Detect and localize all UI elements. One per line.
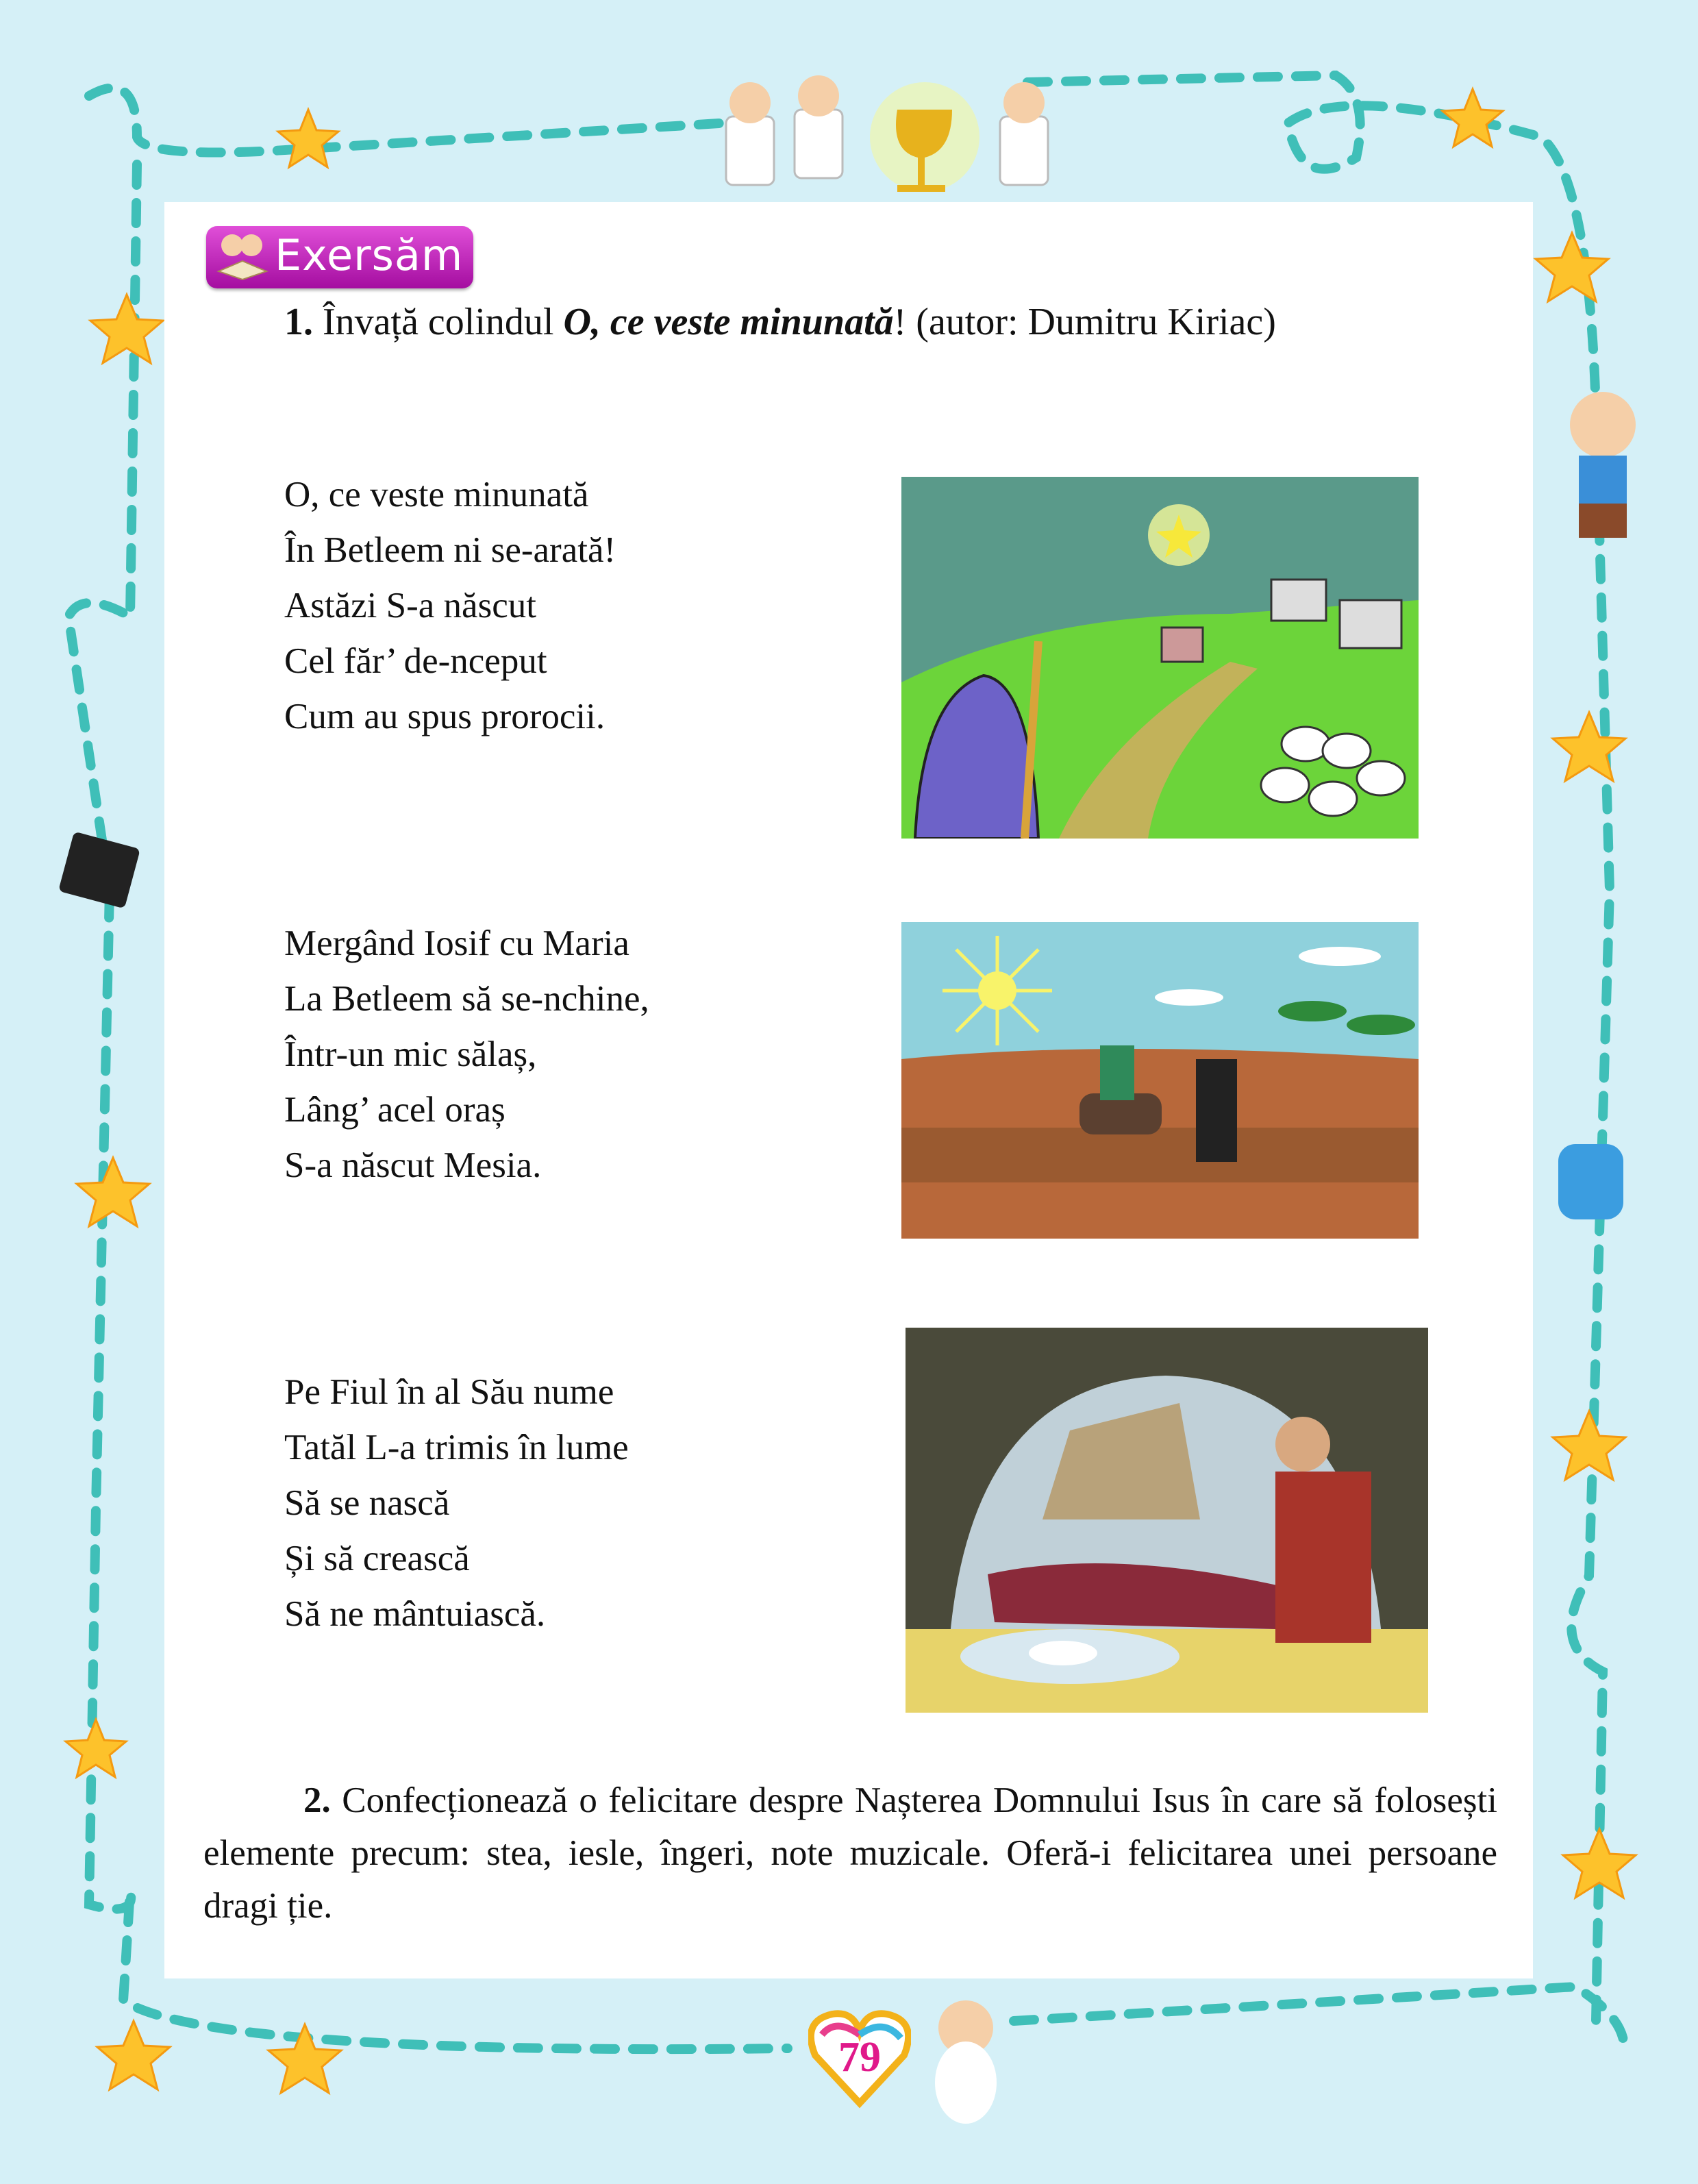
task-author: ! (autor: Dumitru Kiriac) xyxy=(893,301,1276,343)
lyric-line: Mergând Iosif cu Maria xyxy=(284,923,629,963)
lyric-line: Lâng’ acel oraș xyxy=(284,1090,505,1130)
task-text: Confecționează o felicitare despre Nașterea Domnului Isus în care să folosești elemente precum: stea, iesle, îngeri, note muzicale. Oferă-i felicitarea unei persoane dragi ție. xyxy=(203,1780,1497,1926)
angels-chalice-decoration xyxy=(726,75,1048,192)
star-icon xyxy=(278,110,338,167)
lyric-line: Și să crească xyxy=(284,1539,470,1578)
star-icon xyxy=(1553,712,1625,781)
joseph-mary-journey-illustration xyxy=(901,922,1419,1239)
lyric-line: Tatăl L-a trimis în lume xyxy=(284,1428,629,1467)
lyric-line: La Betleem să se-nchine, xyxy=(284,979,649,1019)
star-icon xyxy=(90,295,163,363)
children-reading-icon xyxy=(212,230,273,285)
task-text: Învață colindul xyxy=(323,301,564,343)
stanza-1 xyxy=(284,467,616,745)
star-icon xyxy=(77,1158,149,1226)
lyric-line: S-a născut Mesia. xyxy=(284,1145,542,1185)
task-1-instruction xyxy=(284,300,1276,344)
bible-icon xyxy=(58,832,140,909)
lyric-line: O, ce veste minunată xyxy=(284,475,589,514)
star-icon xyxy=(1553,1411,1625,1480)
task-number: 1. xyxy=(284,301,313,343)
angel-icon xyxy=(935,2000,997,2124)
star-icon xyxy=(269,2024,341,2093)
lyric-line: Cum au spus prorocii. xyxy=(284,697,605,736)
badge-label: Exersăm xyxy=(275,230,464,280)
page-number-label: 79 xyxy=(838,2034,881,2081)
task-2-instruction xyxy=(203,1774,1497,1933)
star-icon xyxy=(1443,89,1503,147)
backpack-icon xyxy=(1558,1144,1623,1219)
lyric-line: Cel făr’ de-nceput xyxy=(284,641,547,681)
star-icon xyxy=(1536,233,1608,301)
lyric-line: În Betleem ni se-arată! xyxy=(284,530,616,570)
boy-waving-icon xyxy=(1570,392,1636,538)
lyric-line: Într-un mic sălaș, xyxy=(284,1034,537,1074)
stanza-2 xyxy=(284,916,649,1193)
stanza-3 xyxy=(284,1365,629,1642)
lyric-line: Astăzi S-a născut xyxy=(284,586,536,625)
star-icon xyxy=(97,2021,170,2089)
star-icon xyxy=(66,1720,126,1777)
lyric-line: Să se nască xyxy=(284,1483,450,1523)
nativity-illustration xyxy=(906,1328,1428,1713)
task-number: 2. xyxy=(303,1780,331,1820)
lyric-line: Pe Fiul în al Său nume xyxy=(284,1372,614,1412)
section-badge xyxy=(206,226,473,288)
shepherd-bethlehem-illustration xyxy=(901,477,1419,839)
lyric-line: Să ne mântuiască. xyxy=(284,1594,546,1634)
carol-title: O, ce veste minunată xyxy=(563,301,894,343)
page-number xyxy=(808,2007,911,2110)
